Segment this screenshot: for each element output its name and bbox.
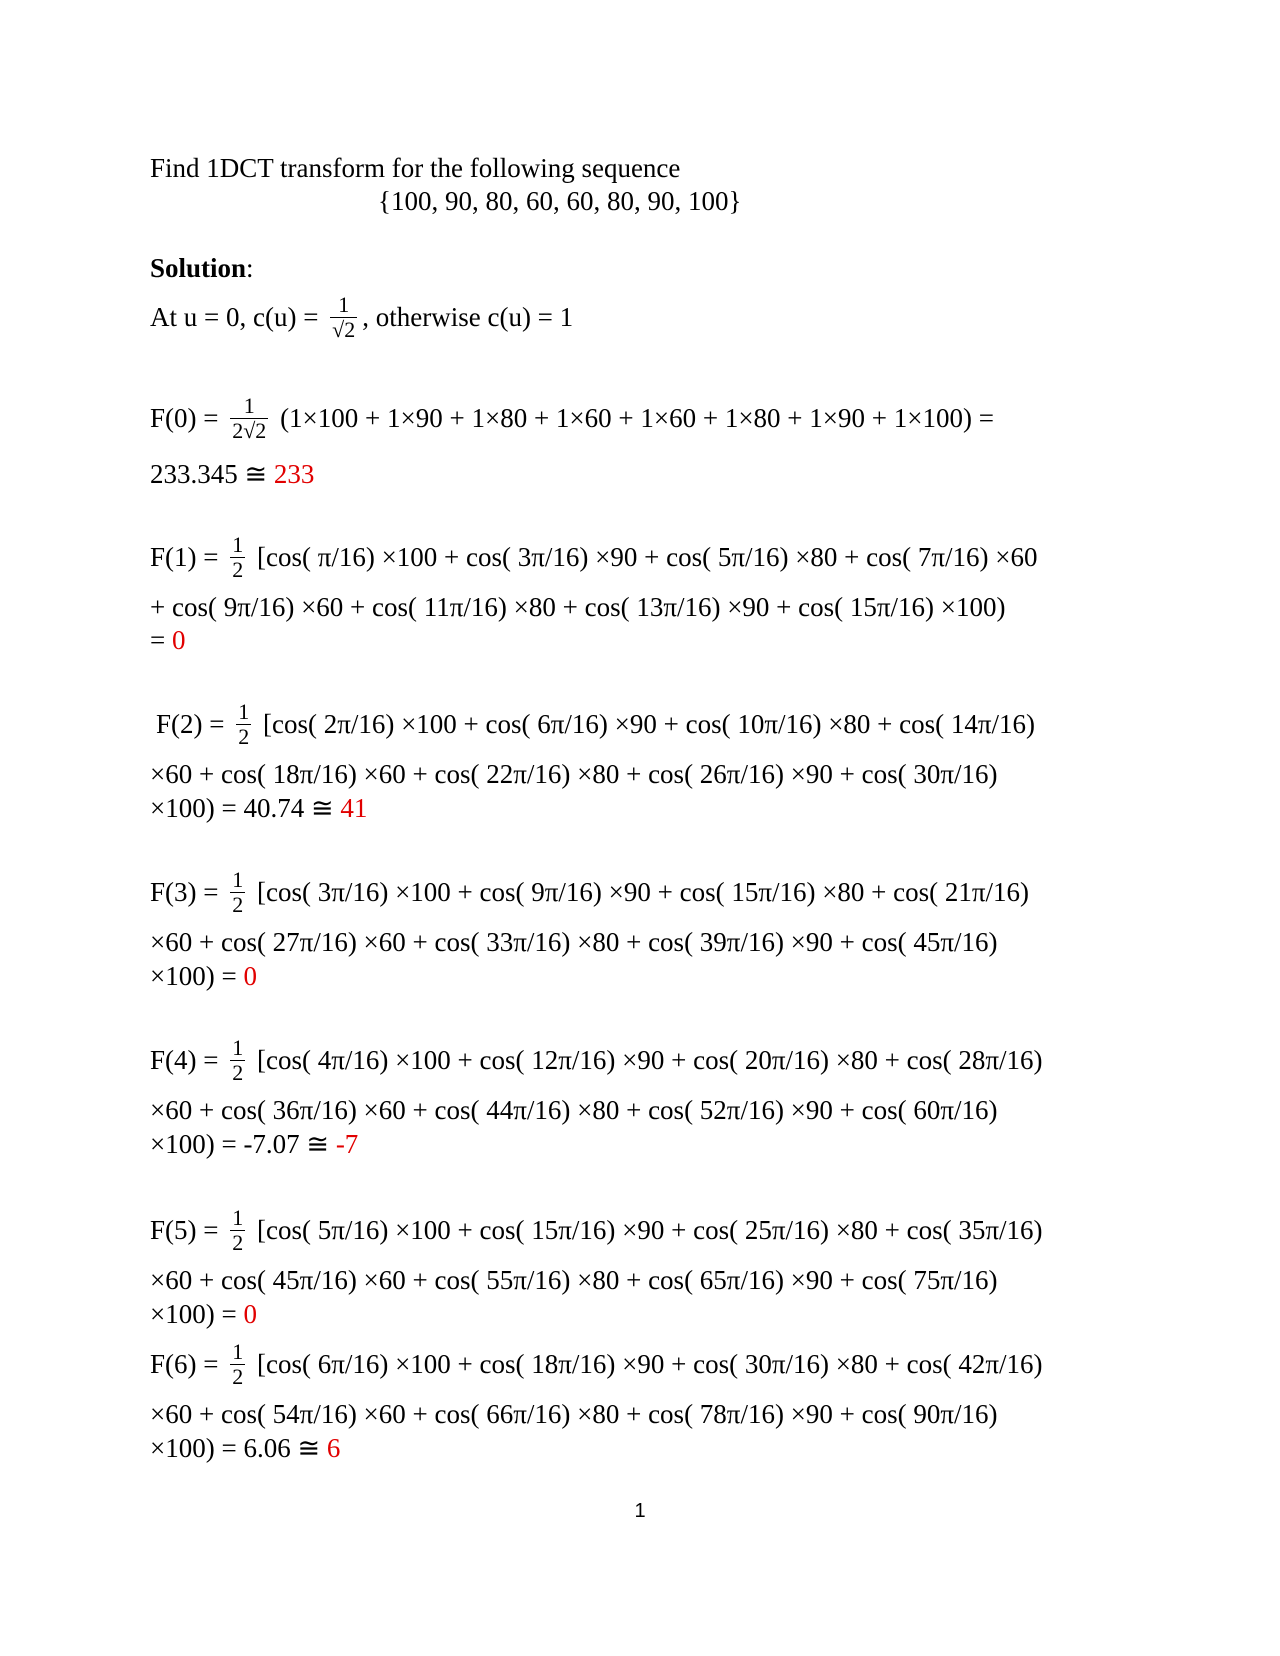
f4-fraction-denominator: 2 xyxy=(232,1060,244,1086)
f6-line2: ×60 + cos( 54π/16) ×60 + cos( 66π/16) ×80 + cos( 78π/16) ×90 + cos( 90π/16) xyxy=(150,1399,998,1429)
f5-lhs: F(5) = xyxy=(150,1215,226,1245)
f1-eq: = xyxy=(150,625,172,655)
f2-line2: ×60 + cos( 18π/16) ×60 + cos( 22π/16) ×80 + cos( 26π/16) ×90 + cos( 30π/16) xyxy=(150,759,998,789)
f1-fraction-denominator: 2 xyxy=(232,557,244,583)
cu-fraction-numerator: 1 xyxy=(330,293,357,318)
f6-fraction xyxy=(230,1340,245,1389)
f4-result-line xyxy=(150,1128,358,1160)
f2-line3: ×100) = 40.74 ≅ xyxy=(150,793,341,823)
f2-line1: [cos( 2π/16) ×100 + cos( 6π/16) ×90 + cos( 10π/16) ×80 + cos( 14π/16) xyxy=(256,709,1036,739)
f1-line1: [cos( π/16) ×100 + cos( 3π/16) ×90 + cos( 5π/16) ×80 + cos( 7π/16) ×60 xyxy=(250,542,1038,572)
f0-expression: (1×100 + 1×90 + 1×80 + 1×60 + 1×60 + 1×80 + 1×90 + 1×100) = xyxy=(273,403,994,433)
solution-heading-label: Solution xyxy=(150,253,247,283)
f3-line1: [cos( 3π/16) ×100 + cos( 9π/16) ×90 + cos( 15π/16) ×80 + cos( 21π/16) xyxy=(250,877,1030,907)
f1-fraction-numerator: 1 xyxy=(232,532,244,558)
f6-result: 6 xyxy=(326,1433,341,1463)
f5-line3: ×100) = xyxy=(150,1299,244,1329)
f5-fraction-numerator: 1 xyxy=(232,1205,244,1231)
f2-result: 41 xyxy=(340,793,368,823)
page-number: 1 xyxy=(634,1500,646,1522)
f4-line1: [cos( 4π/16) ×100 + cos( 12π/16) ×90 + cos( 20π/16) ×80 + cos( 28π/16) xyxy=(250,1045,1043,1075)
f6-equation xyxy=(150,1334,1043,1394)
f1-lhs: F(1) = xyxy=(150,542,226,572)
f5-result: 0 xyxy=(243,1299,257,1329)
f1-result-line xyxy=(150,624,185,656)
f0-fraction-denominator: 2√2 xyxy=(232,418,267,444)
f3-fraction xyxy=(230,868,245,917)
f6-result-line xyxy=(150,1432,340,1464)
f2-result-line xyxy=(150,792,367,824)
f4-line2: ×60 + cos( 36π/16) ×60 + cos( 44π/16) ×80 + cos( 52π/16) ×90 + cos( 60π/16) xyxy=(150,1095,998,1125)
f6-line3: ×100) = 6.06 ≅ xyxy=(150,1433,327,1463)
f6-line1: [cos( 6π/16) ×100 + cos( 18π/16) ×90 + cos( 30π/16) ×80 + cos( 42π/16) xyxy=(250,1349,1043,1379)
f5-line2: ×60 + cos( 45π/16) ×60 + cos( 55π/16) ×80 + cos( 65π/16) ×90 + cos( 75π/16) xyxy=(150,1265,998,1295)
f2-fraction-denominator: 2 xyxy=(238,724,250,750)
cu-fraction-denominator: √2 xyxy=(332,317,356,343)
problem-title: Find 1DCT transform for the following sequence xyxy=(150,153,681,183)
f2-equation xyxy=(156,694,1035,754)
f4-fraction-numerator: 1 xyxy=(232,1035,244,1061)
f0-result-line xyxy=(150,458,314,490)
f5-result-line xyxy=(150,1298,257,1330)
f5-fraction-denominator: 2 xyxy=(232,1230,244,1256)
f5-line1: [cos( 5π/16) ×100 + cos( 15π/16) ×90 + cos( 25π/16) ×80 + cos( 35π/16) xyxy=(250,1215,1043,1245)
f2-fraction xyxy=(236,700,251,749)
f0-approx: ≅ xyxy=(244,459,274,489)
f4-equation xyxy=(150,1030,1043,1090)
f0-fraction-numerator: 1 xyxy=(230,394,268,419)
f3-line3: ×100) = xyxy=(150,961,244,991)
f1-line2: + cos( 9π/16) ×60 + cos( 11π/16) ×80 + cos( 13π/16) ×90 + cos( 15π/16) ×100) xyxy=(150,592,1006,622)
f4-fraction xyxy=(230,1036,245,1085)
f5-fraction xyxy=(230,1206,245,1255)
solution-heading-colon: : xyxy=(246,253,254,283)
f4-result: -7 xyxy=(335,1129,359,1159)
f3-fraction-numerator: 1 xyxy=(232,867,244,893)
f3-lhs: F(3) = xyxy=(150,877,226,907)
f3-fraction-denominator: 2 xyxy=(232,892,244,918)
f4-line3: ×100) = -7.07 ≅ xyxy=(150,1129,336,1159)
cu-prefix: At u = 0, c(u) = xyxy=(150,302,326,332)
f3-line2: ×60 + cos( 27π/16) ×60 + cos( 33π/16) ×80 + cos( 39π/16) ×90 + cos( 45π/16) xyxy=(150,927,998,957)
f6-fraction-denominator: 2 xyxy=(232,1364,244,1390)
f1-equation xyxy=(150,527,1038,587)
f2-lhs: F(2) = xyxy=(156,709,232,739)
f1-fraction xyxy=(230,533,245,582)
f4-lhs: F(4) = xyxy=(150,1045,226,1075)
f0-lhs: F(0) = xyxy=(150,403,226,433)
f2-fraction-numerator: 1 xyxy=(238,699,250,725)
f1-result: 0 xyxy=(171,625,186,655)
f3-equation xyxy=(150,862,1029,922)
f5-equation xyxy=(150,1200,1043,1260)
cu-definition xyxy=(150,287,573,347)
f6-fraction-numerator: 1 xyxy=(232,1339,244,1365)
f0-equation xyxy=(150,388,994,448)
solution-heading xyxy=(150,252,254,284)
problem-sequence: {100, 90, 80, 60, 60, 80, 90, 100} xyxy=(378,186,742,216)
f3-result-line xyxy=(150,960,257,992)
f6-lhs: F(6) = xyxy=(150,1349,226,1379)
f0-value: 233.345 xyxy=(150,459,245,489)
f0-fraction xyxy=(230,394,268,443)
f3-result: 0 xyxy=(243,961,257,991)
cu-suffix: , otherwise c(u) = 1 xyxy=(362,302,574,332)
cu-fraction xyxy=(330,293,357,342)
f0-result: 233 xyxy=(273,459,315,489)
